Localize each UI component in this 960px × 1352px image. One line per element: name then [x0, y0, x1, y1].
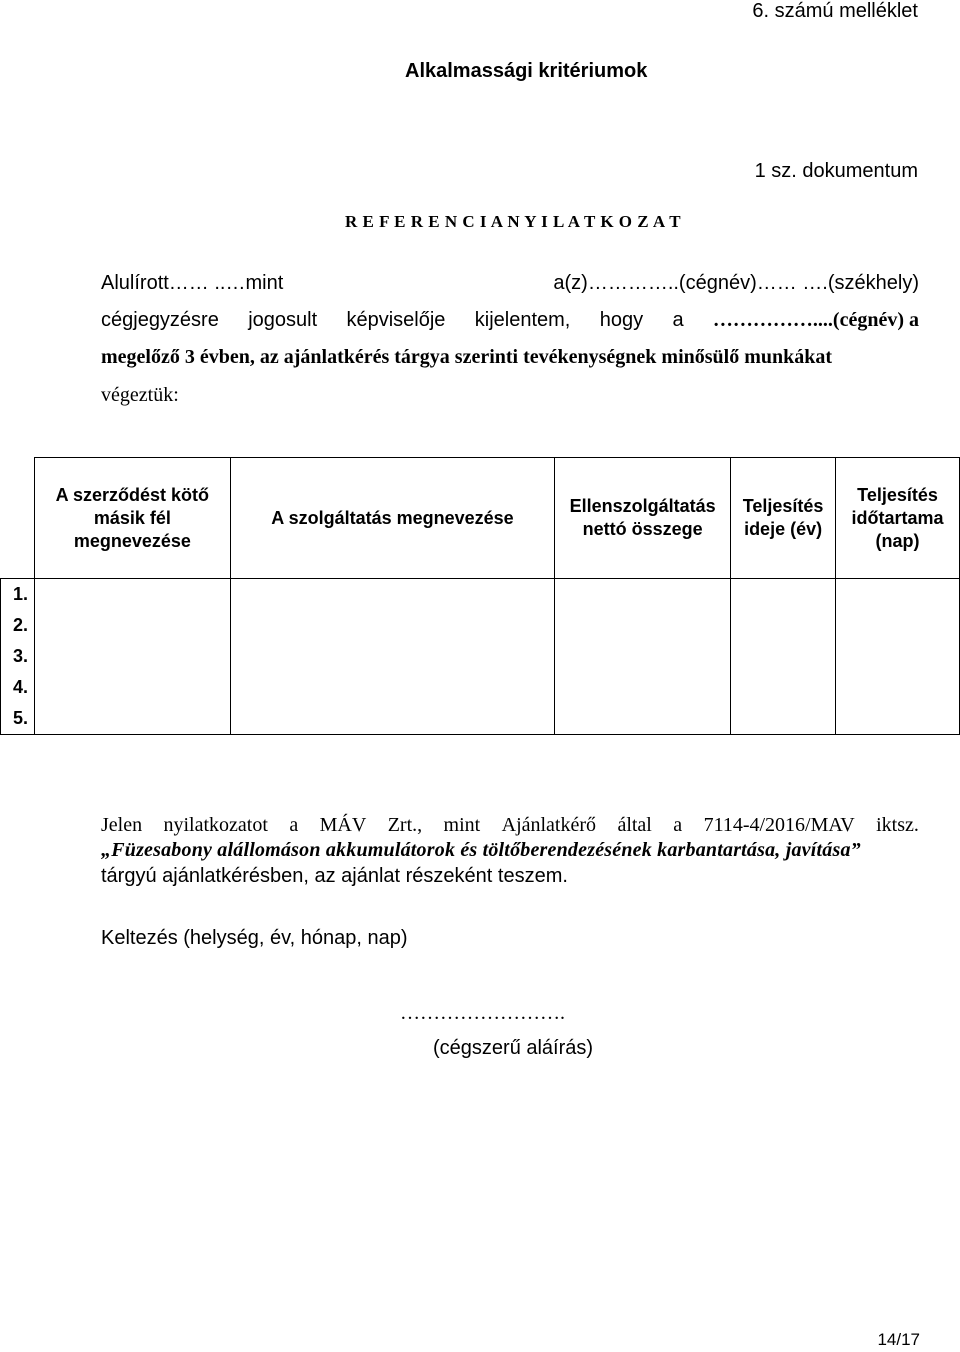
date-label: Keltezés (helység, év, hónap, nap): [101, 927, 408, 949]
table-cell[interactable]: [836, 579, 960, 611]
statement-word: a: [289, 814, 299, 836]
table-header-completion-year: Teljesítés ideje (év): [731, 458, 836, 579]
table-header-service: A szolgáltatás megnevezése: [230, 458, 554, 579]
table-cell[interactable]: [230, 610, 554, 641]
intro-line-1-part-b: a(z)…………..(cégnév)…… ….(székhely): [553, 272, 919, 294]
statement-word: által: [617, 814, 652, 836]
statement-subject: „Füzesabony alállomáson akkumulátorok és töltőberendezésének karbantartása, javítása”: [101, 839, 861, 861]
table-cell[interactable]: [34, 610, 230, 641]
table-cell[interactable]: [555, 579, 731, 611]
table-cell[interactable]: [555, 641, 731, 672]
intro-line-2-word: a: [672, 309, 684, 331]
statement-word: iktsz.: [876, 814, 919, 836]
table-header-row: [1, 458, 960, 579]
table-cell[interactable]: [34, 641, 230, 672]
document-number: 1 sz. dokumentum: [754, 160, 918, 182]
table-cell[interactable]: [230, 672, 554, 703]
table-row: [1, 579, 960, 611]
statement-word: Ajánlatkérő: [501, 814, 597, 836]
page-number: 14/17: [877, 1330, 920, 1349]
intro-line-4: végeztük:: [101, 384, 179, 406]
table-cell[interactable]: [230, 703, 554, 735]
statement-word: 7114-4/2016/MAV: [703, 814, 855, 836]
signature-line: …………………….: [400, 1002, 565, 1024]
intro-line-2-word: hogy: [599, 309, 644, 331]
table-cell[interactable]: [555, 703, 731, 735]
table-cell[interactable]: [836, 610, 960, 641]
table-row: [1, 641, 960, 672]
statement-word: MÁV: [319, 814, 367, 836]
table-cell[interactable]: [230, 641, 554, 672]
statement-line-1: [101, 814, 919, 837]
intro-line-2-company: ……………....(cégnév) a: [712, 309, 919, 331]
statement-line-3: tárgyú ajánlatkérésben, az ajánlat részeként teszem.: [101, 865, 568, 887]
document-title: R E F E R E N C I A N Y I L A T K O Z A T: [345, 212, 682, 231]
row-number: 1.: [1, 579, 35, 611]
table-cell[interactable]: [836, 672, 960, 703]
table-header-duration: Teljesítés időtartama (nap): [836, 458, 960, 579]
table-cell[interactable]: [555, 610, 731, 641]
intro-line-2-word: cégjegyzésre: [101, 309, 219, 331]
table-cell[interactable]: [34, 703, 230, 735]
table-row: [1, 703, 960, 735]
table-cell[interactable]: [731, 641, 836, 672]
row-number: 4.: [1, 672, 35, 703]
table-cell[interactable]: [555, 672, 731, 703]
intro-line-2-word: képviselője: [346, 309, 446, 331]
intro-line-2: [101, 309, 919, 332]
table-cell[interactable]: [731, 610, 836, 641]
statement-word: Jelen: [101, 814, 143, 836]
row-number: 5.: [1, 703, 35, 735]
table-cell[interactable]: [836, 641, 960, 672]
table-cell[interactable]: [731, 703, 836, 735]
intro-line-1: [101, 272, 919, 295]
table-row: [1, 610, 960, 641]
intro-line-2-word: jogosult: [248, 309, 318, 331]
intro-line-1-part-a: Alulírott…… ..…mint: [101, 272, 284, 294]
table-cell[interactable]: [34, 672, 230, 703]
table-header-index: [1, 458, 35, 579]
row-number: 3.: [1, 641, 35, 672]
table-row: [1, 672, 960, 703]
table-header-amount: Ellenszolgáltatás nettó összege: [555, 458, 731, 579]
reference-table: [0, 457, 960, 735]
table-cell[interactable]: [731, 672, 836, 703]
table-cell[interactable]: [34, 579, 230, 611]
statement-word: nyilatkozatot: [163, 814, 268, 836]
statement-word: Zrt.,: [387, 814, 423, 836]
intro-line-3: megelőző 3 évben, az ajánlatkérés tárgya szerinti tevékenységnek minősülő munkákat: [101, 346, 833, 368]
row-number: 2.: [1, 610, 35, 641]
statement-word: mint: [443, 814, 481, 836]
annex-label: 6. számú melléklet: [752, 0, 918, 22]
intro-line-2-word: kijelentem,: [474, 309, 571, 331]
table-cell[interactable]: [230, 579, 554, 611]
statement-word: a: [673, 814, 683, 836]
signature-label: (cégszerű aláírás): [433, 1037, 594, 1059]
table-header-partner: A szerződést kötő másik fél megnevezése: [34, 458, 230, 579]
table-cell[interactable]: [836, 703, 960, 735]
table-cell[interactable]: [731, 579, 836, 611]
page-title: Alkalmassági kritériumok: [405, 60, 648, 82]
